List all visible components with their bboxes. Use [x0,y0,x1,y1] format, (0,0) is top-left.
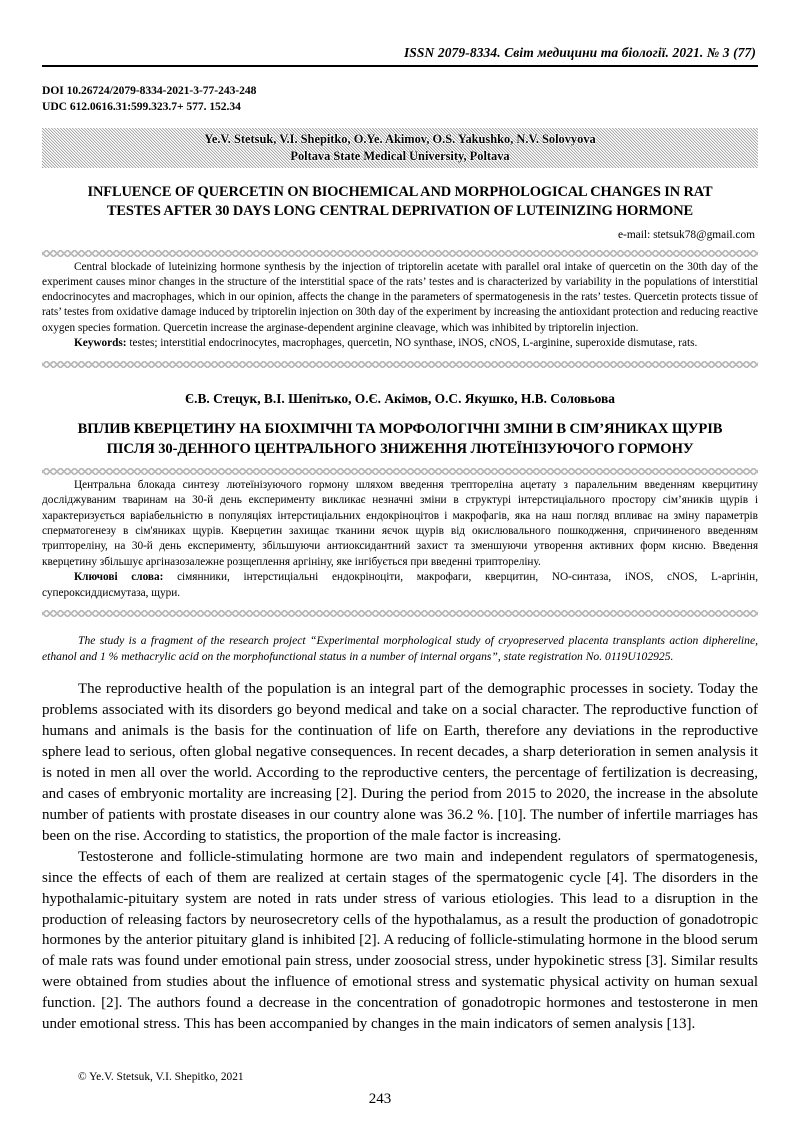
author-affiliation-band [42,128,758,169]
article-title-uk: ВПЛИВ КВЕРЦЕТИНУ НА БІОХІМІЧНІ ТА МОРФОЛОГІЧНІ ЗМІНИ В СІМ’ЯНИКАХ ЩУРІВ ПІСЛЯ 30-ДЕННОГО ЦЕНТРАЛЬНОГО ЗНИЖЕННЯ ЛЮТЕЇНІЗУЮЧОГО ГОРМОНУ [77,421,723,457]
article-title-en: INFLUENCE OF QUERCETIN ON BIOCHEMICAL AND MORPHOLOGICAL CHANGES IN RAT TESTES AFTER 30 DAYS LONG CENTRAL DEPRIVATION OF LUTEINIZING HORMONE [87,184,713,220]
identifier-block [42,83,758,116]
page-number: 243 [368,1091,392,1107]
authors-en: Ye.V. Stetsuk, V.I. Shepitko, O.Ye. Akimov, O.S. Yakushko, N.V. Solovyova [204,131,596,146]
contact-email[interactable]: e-mail: stetsuk78@gmail.com [617,228,755,241]
abstract-en [42,260,758,352]
udc-line: UDC 612.0616.31:599.323.7+ 577. 152.34 [42,100,241,114]
keywords-en-label: Keywords: [74,337,127,350]
authors-uk: Є.В. Стецук, В.І. Шепітько, О.Є. Акімов, О.С. Якушко, Н.В. Соловьова [185,390,615,406]
page-footer [42,1070,758,1108]
zigzag-divider-bottom [42,610,758,617]
article-body [42,679,758,1035]
zigzag-divider-uk-top [42,468,758,475]
body-paragraph-2: Testosterone and follicle-stimulating hormone are two main and independent regulators of spermatogenesis, since the effects of each of them are realized at certain stages of the spermatogenic cycle [4]. The disorders in the hypothalamic-pituitary system are noted in rats under stress of various etiologies. This lead to a disruption in the production of releasing factors by neurosecretory cells of the hypothalamus, as a result the production of gonadotropic hormones by the anterior pituitary gland is inhibited [2]. A reducing of follicle-stimulating hormone in the blood serum of male rats was found under emotional pain stress, under zoosocial stress, under hypokinetic stress [3]. Similar results were obtained from studies about the influence of emotional stress and systematic physical activity on human sexual function. [2]. The authors found a decrease in the concentration of gonadotropic hormones and testosterone in men under emotional stress. This has been accompanied by changes in the main indicators of semen analysis [13]. [42,848,758,1033]
body-paragraph-1: The reproductive health of the population is an integral part of the demographic processes in society. Today the problems associated with its disorders go beyond medical and take on a social character. The reproductive function of humans and animals is the basis for the continuation of life on Earth, therefore any deviations in the reproductive sphere lead to serious, often global negative consequences. In recent decades, a sharp deterioration in semen analysis it is noted in men all over the world. According to the reproductive centers, the percentage of fertilization is decreasing, and cases of embryonic mortality are increasing [2]. During the period from 2015 to 2020, the increase in the absolute number of patients with prostate diseases in our country alone was 36.2 %. [10]. The number of infertile marriages has been on the rise. According to statistics, the proportion of the male factor is increasing. [42,681,758,844]
keywords-uk [42,570,758,601]
abstract-en-text: Central blockade of luteinizing hormone synthesis by the injection of triptorelin acetate with parallel oral intake of quercetin on the 30th day of the experiment causes minor changes in the structure of the interstitial space of the rats’ testes and is characterized by variability in the populations of interstitial endocrinocytes and macrophages, which in our opinion, affects the change in the parameters of spermatogenesis in the rats’ testes. Quercetin protects tissue of rats’ testes from oxidative damage induced by triptorelin injection on 30th day of the experiment by increasing the antioxidant protection and reducing reactive oxygen species formation. Quercetin increase the arginase-dependent arginine cleavage, which was inhibited by triptorelin injection. [42,260,758,334]
keywords-en [42,336,758,351]
keywords-en-list: testes; interstitial endocrinocytes, macrophages, quercetin, NO synthase, iNOS, cNOS, L-arginine, superoxide dismutase, rats. [129,337,698,350]
affiliation-en: Poltava State Medical University, Poltava [290,148,510,163]
doi-line: DOI 10.26724/2079-8334-2021-3-77-243-248 [42,83,257,97]
copyright-line: © Ye.V. Stetsuk, V.I. Shepitko, 2021 [78,1071,244,1084]
running-head: ISSN 2079-8334. Світ медицини та біології. 2021. № 3 (77) [403,45,756,60]
zigzag-divider-top [42,250,758,257]
abstract-uk-text: Центральна блокада синтезу лютеїнізуючого гормону шляхом введення трептореліна ацетату з паралельним введенням кверцитину досліджуваним тваринам на 30-й день експерименту викликає незначні зміни в структурі інтерстиціального простору сім’яників щурів і характеризується варіабельністю в популяціях інтерстиціальних ендокріноцітов і макрофагів, яка на наш погляд впливає на зміну параметрів сперматогенезу в сім'яниках щурів. Кверцетин захищає тканини яєчок щурів від окислювального пошкодження, спричиненого введенням триптореліну, на 30-й день експерименту, збільшуючи антиоксидантний захист та зменшуючи утворення активних форм кисню. Введення кверцетину збільшує аргіназозалежне розщеплення аргініну, яке інгібується при введенні триптореліну. [42,479,758,568]
abstract-uk [42,478,758,601]
keywords-uk-list: сімянники, інтерстиціальні ендокріноціти, макрофаги, кверцитин, NO-синтаза, iNOS, cNOS, L-аргінін, супероксиддисмутаза, щури. [42,571,759,599]
header-rule [42,65,758,67]
zigzag-divider-mid [42,361,758,368]
keywords-uk-label: Ключові слова: [74,571,164,584]
funding-note: The study is a fragment of the research project “Experimental morphological study of cryopreserved placenta transplants action diphereline, ethanol and 1 % methacrylic acid on the morphofunctional status in a number of internal organs”, state registration No. 0119U102925. [42,633,758,663]
